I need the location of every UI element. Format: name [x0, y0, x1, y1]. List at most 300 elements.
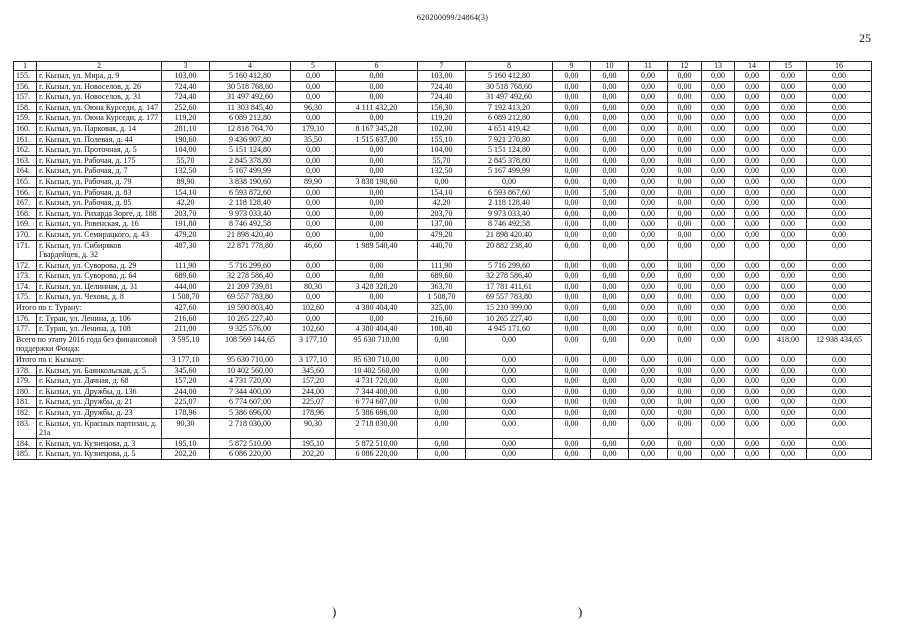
value-cell-col-5: 89,90 — [291, 176, 336, 187]
value-cell-col-7: 156,30 — [418, 102, 466, 113]
value-cell-col-6: 0,00 — [336, 166, 418, 177]
value-cell-col-15: 0,00 — [770, 198, 807, 209]
column-number: 10 — [591, 62, 629, 71]
value-cell-col-9: 0,00 — [553, 176, 591, 187]
row-number: 184. — [14, 438, 37, 449]
value-cell-col-3: 281,10 — [162, 123, 210, 134]
value-cell-col-15: 0,00 — [770, 123, 807, 134]
column-number: 3 — [162, 62, 210, 71]
table-row — [14, 313, 872, 324]
table-row — [14, 81, 872, 92]
value-cell-col-14: 0,00 — [735, 365, 770, 376]
value-cell-col-3: 157,20 — [162, 376, 210, 387]
value-cell-col-6: 0,00 — [336, 113, 418, 124]
value-cell-col-3: 724,40 — [162, 81, 210, 92]
value-cell-col-3: 216,60 — [162, 313, 210, 324]
value-cell-col-9: 0,00 — [553, 271, 591, 282]
value-cell-col-13: 0,00 — [702, 260, 735, 271]
column-number: 7 — [418, 62, 466, 71]
column-number: 6 — [336, 62, 418, 71]
address-cell: г. Кызыл, ул. Рихарда Зорге, д. 188 — [37, 208, 162, 219]
value-cell-col-6: 4 111 432,20 — [336, 102, 418, 113]
value-cell-col-8: 9 973 033,40 — [466, 208, 553, 219]
value-cell-col-8: 8 746 492,58 — [466, 219, 553, 230]
value-cell-col-8: 0,00 — [466, 365, 553, 376]
value-cell-col-16: 0,00 — [807, 123, 872, 134]
value-cell-col-14: 0,00 — [735, 449, 770, 460]
value-cell-col-9: 0,00 — [553, 71, 591, 82]
value-cell-col-7: 203,70 — [418, 208, 466, 219]
value-cell-col-12: 0,00 — [668, 438, 702, 449]
value-cell-col-12: 0,00 — [668, 260, 702, 271]
value-cell-col-4: 22 871 778,80 — [210, 240, 291, 260]
value-cell-col-8: 0,00 — [466, 176, 553, 187]
value-cell-col-13: 0,00 — [702, 303, 735, 314]
value-cell-col-6: 8 167 345,28 — [336, 123, 418, 134]
value-cell-col-4: 108 569 144,65 — [210, 334, 291, 354]
address-cell: г. Кызыл, ул. Ровенская, д. 16 — [37, 219, 162, 230]
table-row — [14, 271, 872, 282]
value-cell-col-4: 31 497 492,60 — [210, 92, 291, 103]
value-cell-col-14: 0,00 — [735, 229, 770, 240]
value-cell-col-10: 0,00 — [591, 449, 629, 460]
value-cell-col-4: 5 872 510,00 — [210, 438, 291, 449]
row-number: 161. — [14, 134, 37, 145]
value-cell-col-8: 5 716 299,60 — [466, 260, 553, 271]
row-number: 159. — [14, 113, 37, 124]
value-cell-col-16: 0,00 — [807, 355, 872, 366]
address-cell: г. Кызыл, ул. Кузнецова, д. 3 — [37, 438, 162, 449]
value-cell-col-3: 104,00 — [162, 145, 210, 156]
value-cell-col-9: 0,00 — [553, 81, 591, 92]
value-cell-col-9: 0,00 — [553, 102, 591, 113]
value-cell-col-14: 0,00 — [735, 134, 770, 145]
value-cell-col-14: 0,00 — [735, 176, 770, 187]
handwritten-mark: ) — [332, 604, 337, 619]
summary-label: Итого по г. Турану: — [14, 303, 162, 314]
value-cell-col-10: 0,00 — [591, 292, 629, 303]
value-cell-col-5: 3 177,10 — [291, 355, 336, 366]
value-cell-col-5: 0,00 — [291, 155, 336, 166]
value-cell-col-11: 0,00 — [629, 198, 668, 209]
value-cell-col-7: 363,70 — [418, 281, 466, 292]
address-cell: г. Кызыл, ул. Суворова, д. 29 — [37, 260, 162, 271]
value-cell-col-5: 35,50 — [291, 134, 336, 145]
value-cell-col-10: 0,00 — [591, 208, 629, 219]
value-cell-col-4: 95 630 710,00 — [210, 355, 291, 366]
value-cell-col-7: 0,00 — [418, 386, 466, 397]
value-cell-col-8: 2 118 128,40 — [466, 198, 553, 209]
value-cell-col-5: 80,30 — [291, 281, 336, 292]
value-cell-col-11: 0,00 — [629, 292, 668, 303]
value-cell-col-5: 0,00 — [291, 313, 336, 324]
value-cell-col-6: 0,00 — [336, 260, 418, 271]
address-cell: г. Кызыл, ул. Баянкольская, д. 5 — [37, 365, 162, 376]
value-cell-col-8: 0,00 — [466, 376, 553, 387]
table-row — [14, 187, 872, 198]
value-cell-col-4: 8 746 492,58 — [210, 219, 291, 230]
value-cell-col-11: 0,00 — [629, 303, 668, 314]
value-cell-col-13: 0,00 — [702, 408, 735, 419]
value-cell-col-7: 0,00 — [418, 418, 466, 438]
value-cell-col-8: 5 167 499,99 — [466, 166, 553, 177]
value-cell-col-12: 0,00 — [668, 176, 702, 187]
value-cell-col-14: 0,00 — [735, 281, 770, 292]
value-cell-col-10: 0,00 — [591, 71, 629, 82]
value-cell-col-3: 479,20 — [162, 229, 210, 240]
value-cell-col-3: 191,80 — [162, 219, 210, 230]
value-cell-col-4: 7 344 400,00 — [210, 386, 291, 397]
summary-row — [14, 334, 872, 354]
column-number: 5 — [291, 62, 336, 71]
value-cell-col-11: 0,00 — [629, 376, 668, 387]
row-number: 160. — [14, 123, 37, 134]
value-cell-col-7: 1 508,70 — [418, 292, 466, 303]
value-cell-col-4: 5 160 412,80 — [210, 71, 291, 82]
value-cell-col-12: 0,00 — [668, 408, 702, 419]
value-cell-col-12: 0,00 — [668, 81, 702, 92]
table-row — [14, 145, 872, 156]
row-number: 181. — [14, 397, 37, 408]
value-cell-col-14: 0,00 — [735, 313, 770, 324]
value-cell-col-12: 0,00 — [668, 92, 702, 103]
value-cell-col-15: 0,00 — [770, 386, 807, 397]
value-cell-col-9: 0,00 — [553, 208, 591, 219]
value-cell-col-6: 4 731 720,00 — [336, 376, 418, 387]
address-cell: г. Кызыл, ул. Новоселов, д. 31 — [37, 92, 162, 103]
value-cell-col-13: 0,00 — [702, 134, 735, 145]
address-cell: г. Туран, ул. Ленина, д. 108 — [37, 324, 162, 335]
value-cell-col-9: 0,00 — [553, 134, 591, 145]
value-cell-col-8: 0,00 — [466, 418, 553, 438]
value-cell-col-9: 0,00 — [553, 449, 591, 460]
value-cell-col-8: 10 265 227,40 — [466, 313, 553, 324]
value-cell-col-10: 0,00 — [591, 198, 629, 209]
value-cell-col-8: 69 557 783,80 — [466, 292, 553, 303]
value-cell-col-4: 32 278 586,40 — [210, 271, 291, 282]
register-table — [13, 61, 872, 460]
value-cell-col-10: 0,00 — [591, 365, 629, 376]
value-cell-col-5: 3 177,10 — [291, 334, 336, 354]
value-cell-col-7: 155,10 — [418, 134, 466, 145]
value-cell-col-14: 0,00 — [735, 198, 770, 209]
value-cell-col-12: 0,00 — [668, 355, 702, 366]
value-cell-col-12: 0,00 — [668, 397, 702, 408]
value-cell-col-15: 0,00 — [770, 438, 807, 449]
value-cell-col-7: 724,40 — [418, 92, 466, 103]
table-row — [14, 365, 872, 376]
address-cell: г. Кызыл, ул. Красных партизан, д. 21а — [37, 418, 162, 438]
value-cell-col-3: 487,30 — [162, 240, 210, 260]
value-cell-col-9: 0,00 — [553, 355, 591, 366]
address-cell: г. Туран, ул. Ленина, д. 106 — [37, 313, 162, 324]
value-cell-col-10: 0,00 — [591, 81, 629, 92]
value-cell-col-10: 0,00 — [591, 386, 629, 397]
value-cell-col-5: 46,60 — [291, 240, 336, 260]
value-cell-col-7: 104,00 — [418, 145, 466, 156]
value-cell-col-6: 0,00 — [336, 187, 418, 198]
value-cell-col-3: 119,20 — [162, 113, 210, 124]
value-cell-col-15: 0,00 — [770, 92, 807, 103]
value-cell-col-5: 178,96 — [291, 408, 336, 419]
value-cell-col-3: 178,96 — [162, 408, 210, 419]
value-cell-col-3: 252,60 — [162, 102, 210, 113]
value-cell-col-12: 0,00 — [668, 229, 702, 240]
value-cell-col-9: 0,00 — [553, 155, 591, 166]
column-number: 15 — [770, 62, 807, 71]
value-cell-col-15: 0,00 — [770, 449, 807, 460]
value-cell-col-12: 0,00 — [668, 208, 702, 219]
value-cell-col-6: 5 872 510,00 — [336, 438, 418, 449]
value-cell-col-11: 0,00 — [629, 240, 668, 260]
value-cell-col-7: 0,00 — [418, 376, 466, 387]
value-cell-col-14: 0,00 — [735, 145, 770, 156]
column-number: 2 — [37, 62, 162, 71]
address-cell: г. Кызыл, ул. Рабочая, д. 79 — [37, 176, 162, 187]
value-cell-col-14: 0,00 — [735, 208, 770, 219]
value-cell-col-7: 111,90 — [418, 260, 466, 271]
value-cell-col-8: 6 593 867,60 — [466, 187, 553, 198]
table-row — [14, 386, 872, 397]
table-row — [14, 438, 872, 449]
value-cell-col-14: 0,00 — [735, 92, 770, 103]
value-cell-col-9: 0,00 — [553, 418, 591, 438]
value-cell-col-12: 0,00 — [668, 313, 702, 324]
value-cell-col-13: 0,00 — [702, 355, 735, 366]
value-cell-col-5: 0,00 — [291, 208, 336, 219]
value-cell-col-10: 0,00 — [591, 260, 629, 271]
value-cell-col-11: 0,00 — [629, 113, 668, 124]
value-cell-col-7: 689,60 — [418, 271, 466, 282]
value-cell-col-15: 0,00 — [770, 260, 807, 271]
value-cell-col-15: 0,00 — [770, 271, 807, 282]
value-cell-col-14: 0,00 — [735, 355, 770, 366]
value-cell-col-9: 0,00 — [553, 229, 591, 240]
table-row — [14, 166, 872, 177]
value-cell-col-14: 0,00 — [735, 438, 770, 449]
value-cell-col-9: 0,00 — [553, 113, 591, 124]
column-number: 13 — [702, 62, 735, 71]
value-cell-col-9: 0,00 — [553, 376, 591, 387]
value-cell-col-9: 0,00 — [553, 303, 591, 314]
value-cell-col-14: 0,00 — [735, 408, 770, 419]
value-cell-col-13: 0,00 — [702, 187, 735, 198]
page-number: 25 — [859, 31, 871, 45]
value-cell-col-10: 0,00 — [591, 240, 629, 260]
value-cell-col-15: 0,00 — [770, 281, 807, 292]
value-cell-col-13: 0,00 — [702, 92, 735, 103]
value-cell-col-7: 154,10 — [418, 187, 466, 198]
row-number: 180. — [14, 386, 37, 397]
value-cell-col-11: 0,00 — [629, 313, 668, 324]
value-cell-col-14: 0,00 — [735, 334, 770, 354]
value-cell-col-14: 0,00 — [735, 102, 770, 113]
table-row — [14, 418, 872, 438]
value-cell-col-13: 0,00 — [702, 240, 735, 260]
value-cell-col-4: 6 774 607,00 — [210, 397, 291, 408]
value-cell-col-14: 0,00 — [735, 376, 770, 387]
value-cell-col-13: 0,00 — [702, 71, 735, 82]
value-cell-col-4: 5 716 299,60 — [210, 260, 291, 271]
row-number: 175. — [14, 292, 37, 303]
value-cell-col-10: 0,00 — [591, 397, 629, 408]
value-cell-col-5: 0,00 — [291, 260, 336, 271]
value-cell-col-9: 0,00 — [553, 324, 591, 335]
value-cell-col-11: 0,00 — [629, 418, 668, 438]
value-cell-col-8: 17 781 411,61 — [466, 281, 553, 292]
value-cell-col-11: 0,00 — [629, 102, 668, 113]
column-number: 4 — [210, 62, 291, 71]
row-number: 164. — [14, 166, 37, 177]
value-cell-col-8: 30 518 768,60 — [466, 81, 553, 92]
value-cell-col-15: 0,00 — [770, 208, 807, 219]
value-cell-col-7: 0,00 — [418, 438, 466, 449]
value-cell-col-4: 10 265 227,40 — [210, 313, 291, 324]
value-cell-col-6: 0,00 — [336, 81, 418, 92]
value-cell-col-16: 0,00 — [807, 376, 872, 387]
value-cell-col-12: 0,00 — [668, 155, 702, 166]
value-cell-col-7: 325,00 — [418, 303, 466, 314]
value-cell-col-15: 0,00 — [770, 376, 807, 387]
value-cell-col-14: 0,00 — [735, 219, 770, 230]
value-cell-col-10: 0,00 — [591, 123, 629, 134]
value-cell-col-13: 0,00 — [702, 102, 735, 113]
value-cell-col-9: 0,00 — [553, 240, 591, 260]
address-cell: г. Кызыл, ул. Полевая, д. 44 — [37, 134, 162, 145]
address-cell: г. Кызыл, ул. Дружбы, д. 136 — [37, 386, 162, 397]
value-cell-col-7: 479,20 — [418, 229, 466, 240]
value-cell-col-5: 195,10 — [291, 438, 336, 449]
value-cell-col-4: 2 118 128,40 — [210, 198, 291, 209]
column-number: 16 — [807, 62, 872, 71]
value-cell-col-12: 0,00 — [668, 219, 702, 230]
value-cell-col-13: 0,00 — [702, 155, 735, 166]
table-row — [14, 408, 872, 419]
value-cell-col-6: 4 380 404,40 — [336, 303, 418, 314]
value-cell-col-3: 89,90 — [162, 176, 210, 187]
value-cell-col-15: 0,00 — [770, 145, 807, 156]
value-cell-col-14: 0,00 — [735, 397, 770, 408]
value-cell-col-3: 202,20 — [162, 449, 210, 460]
value-cell-col-3: 225,07 — [162, 397, 210, 408]
value-cell-col-10: 0,00 — [591, 281, 629, 292]
value-cell-col-12: 0,00 — [668, 102, 702, 113]
value-cell-col-7: 0,00 — [418, 334, 466, 354]
row-number: 176. — [14, 313, 37, 324]
value-cell-col-15: 0,00 — [770, 313, 807, 324]
value-cell-col-5: 225,07 — [291, 397, 336, 408]
value-cell-col-11: 0,00 — [629, 408, 668, 419]
value-cell-col-14: 0,00 — [735, 71, 770, 82]
row-number: 156. — [14, 81, 37, 92]
column-number: 8 — [466, 62, 553, 71]
value-cell-col-5: 345,60 — [291, 365, 336, 376]
value-cell-col-16: 0,00 — [807, 240, 872, 260]
value-cell-col-10: 5,00 — [591, 187, 629, 198]
value-cell-col-7: 102,00 — [418, 123, 466, 134]
value-cell-col-11: 0,00 — [629, 397, 668, 408]
value-cell-col-14: 0,00 — [735, 418, 770, 438]
value-cell-col-10: 0,00 — [591, 408, 629, 419]
value-cell-col-4: 5 151 124,80 — [210, 145, 291, 156]
value-cell-col-3: 42,20 — [162, 198, 210, 209]
value-cell-col-11: 0,00 — [629, 176, 668, 187]
value-cell-col-13: 0,00 — [702, 113, 735, 124]
value-cell-col-7: 0,00 — [418, 176, 466, 187]
value-cell-col-3: 689,60 — [162, 271, 210, 282]
value-cell-col-16: 0,00 — [807, 81, 872, 92]
value-cell-col-7: 108,40 — [418, 324, 466, 335]
value-cell-col-12: 0,00 — [668, 145, 702, 156]
value-cell-col-15: 0,00 — [770, 71, 807, 82]
value-cell-col-5: 102,60 — [291, 303, 336, 314]
value-cell-col-3: 345,60 — [162, 365, 210, 376]
value-cell-col-10: 0,00 — [591, 134, 629, 145]
value-cell-col-12: 0,00 — [668, 386, 702, 397]
table-row — [14, 92, 872, 103]
value-cell-col-12: 0,00 — [668, 71, 702, 82]
value-cell-col-4: 5 167 499,99 — [210, 166, 291, 177]
value-cell-col-11: 0,00 — [629, 365, 668, 376]
column-number: 14 — [735, 62, 770, 71]
table-row — [14, 397, 872, 408]
table-row — [14, 208, 872, 219]
value-cell-col-14: 0,00 — [735, 166, 770, 177]
value-cell-col-3: 211,00 — [162, 324, 210, 335]
value-cell-col-9: 0,00 — [553, 198, 591, 209]
value-cell-col-4: 21 898 420,40 — [210, 229, 291, 240]
value-cell-col-13: 0,00 — [702, 166, 735, 177]
value-cell-col-11: 0,00 — [629, 438, 668, 449]
value-cell-col-15: 0,00 — [770, 418, 807, 438]
value-cell-col-13: 0,00 — [702, 219, 735, 230]
value-cell-col-10: 0,00 — [591, 271, 629, 282]
value-cell-col-13: 0,00 — [702, 376, 735, 387]
value-cell-col-11: 0,00 — [629, 123, 668, 134]
value-cell-col-7: 55,70 — [418, 155, 466, 166]
value-cell-col-7: 119,20 — [418, 113, 466, 124]
value-cell-col-12: 0,00 — [668, 334, 702, 354]
value-cell-col-9: 0,00 — [553, 260, 591, 271]
value-cell-col-3: 90,30 — [162, 418, 210, 438]
value-cell-col-16: 0,00 — [807, 313, 872, 324]
value-cell-col-11: 0,00 — [629, 145, 668, 156]
value-cell-col-10: 0,00 — [591, 92, 629, 103]
value-cell-col-8: 0,00 — [466, 334, 553, 354]
value-cell-col-16: 0,00 — [807, 219, 872, 230]
value-cell-col-6: 6 086 220,00 — [336, 449, 418, 460]
value-cell-col-6: 0,00 — [336, 292, 418, 303]
value-cell-col-8: 4 945 171,60 — [466, 324, 553, 335]
value-cell-col-15: 0,00 — [770, 155, 807, 166]
value-cell-col-15: 0,00 — [770, 240, 807, 260]
value-cell-col-10: 0,00 — [591, 229, 629, 240]
value-cell-col-9: 0,00 — [553, 292, 591, 303]
value-cell-col-11: 0,00 — [629, 92, 668, 103]
value-cell-col-8: 21 898 420,40 — [466, 229, 553, 240]
row-number: 172. — [14, 260, 37, 271]
value-cell-col-9: 0,00 — [553, 281, 591, 292]
value-cell-col-3: 3 595,10 — [162, 334, 210, 354]
value-cell-col-7: 0,00 — [418, 355, 466, 366]
value-cell-col-5: 0,00 — [291, 71, 336, 82]
value-cell-col-15: 0,00 — [770, 176, 807, 187]
value-cell-col-6: 1 989 540,40 — [336, 240, 418, 260]
value-cell-col-6: 3 428 328,20 — [336, 281, 418, 292]
value-cell-col-6: 3 838 190,60 — [336, 176, 418, 187]
value-cell-col-8: 5 160 412,80 — [466, 71, 553, 82]
value-cell-col-3: 154,10 — [162, 187, 210, 198]
